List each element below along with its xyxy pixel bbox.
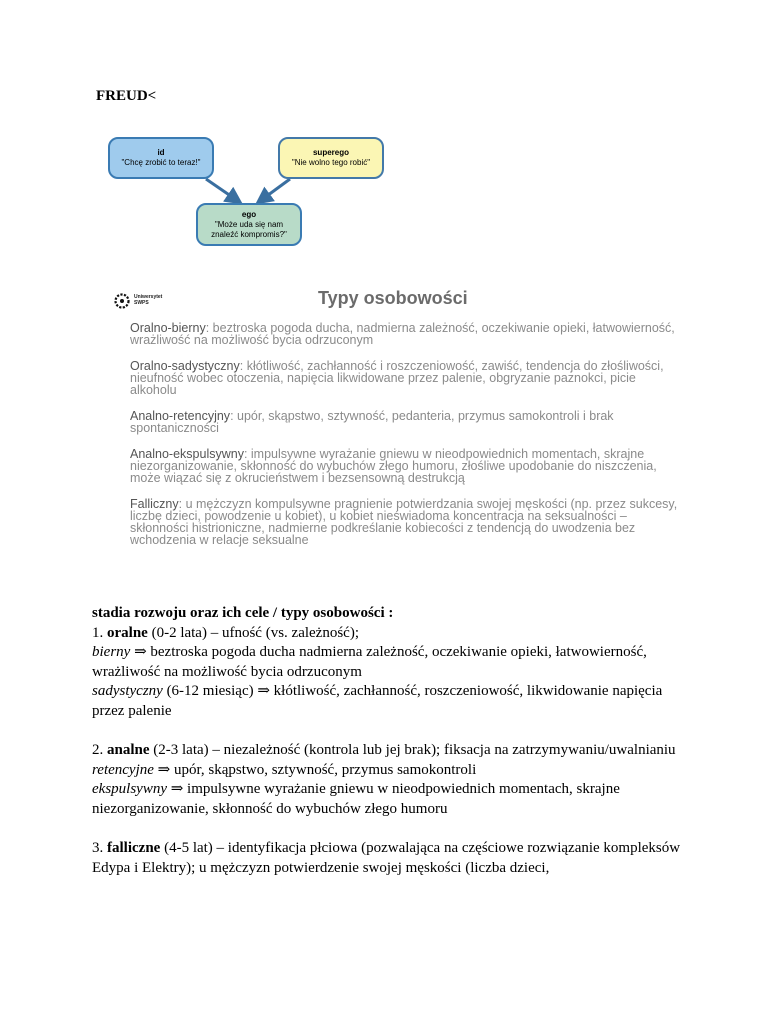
stage-number: 2. <box>92 742 107 759</box>
type-label: bierny <box>92 644 131 661</box>
id-quote: "Chcę zrobić to teraz!" <box>121 158 201 167</box>
stage-description: (2-3 lata) – niezależność (kontrola lub jej brak); fiksacja na zatrzymywaniu/uwalnianiu <box>149 742 676 759</box>
stage-name: analne <box>107 742 150 759</box>
id-title: id <box>157 148 165 157</box>
stage-name: oralne <box>107 624 148 641</box>
slide-title: Typy osobowości <box>318 288 468 308</box>
university-logo-icon <box>114 293 130 309</box>
page-title: FREUD< <box>96 88 157 104</box>
superego-quote: "Nie wolno tego robić" <box>291 158 371 167</box>
type-bierny <box>92 643 682 682</box>
stage-description: (0-2 lata) – ufność (vs. zależność); <box>147 624 359 641</box>
superego-bubble <box>278 137 384 179</box>
type-label: sadystyczny <box>92 683 163 700</box>
slide-text: : u mężczyzn kompulsywne pragnienie potwierdzania swojej męskości (np. przez sukcesy, liczbę dzieci, powodzenie u kobiet), u kobiet nieświadoma koncentracja na seksualności – skłonności histrioniczne, nadmierne podkreślanie kobiecości z tendencją do uwodzenia bez wchodzenia w relacje seksualne <box>130 497 678 547</box>
slide-term: Analno-ekspulsywny <box>130 447 244 461</box>
slide-text: : impulsywne wyrażanie gniewu w nieodpowiednich momentach, skrajne niezorganizowanie, skłonność do wybuchów złego humoru, złośliwe upodobanie do niszczenia, może wiązać się z okrucieństwem i bezsensowną destrukcją <box>130 447 657 485</box>
slide-item-analno-retencyjny <box>130 410 678 434</box>
slide-item-analno-ekspulsywny <box>130 448 678 484</box>
type-text: ⇒ beztroska pogoda ducha nadmierna zależność, oczekiwanie opieki, łatwowierność, wrażliwość na możliwość bycia odrzuconym <box>92 644 647 680</box>
slide-term: Falliczny <box>130 497 179 511</box>
ego-quote-line2: znaleźć kompromis?" <box>211 230 287 239</box>
stage-1 <box>92 624 682 644</box>
type-retencyjne <box>92 761 682 781</box>
logo-line2: SWPS <box>134 299 149 306</box>
logo-line1: Uniwersytet <box>134 294 163 300</box>
slide-item-falliczny <box>130 498 678 546</box>
type-ekspulsywny <box>92 780 682 819</box>
stage-description: (4-5 lat) – identyfikacja płciowa (pozwalająca na częściowe rozwiązanie kompleksów Edypa i Elektry); u mężczyzn potwierdzenie swojej męskości (liczba dzieci, <box>92 840 681 876</box>
slide-item-oralno-sadystyczny <box>130 360 678 396</box>
type-label: retencyjne <box>92 761 154 778</box>
type-label: ekspulsywny <box>92 781 167 798</box>
slide-text: : beztroska pogoda ducha, nadmierna zależność, oczekiwanie opieki, łatwowierność, wrażliwość na możliwość bycia odrzuconym <box>130 321 675 347</box>
slide-body <box>130 322 678 560</box>
arrow-superego-to-ego <box>260 179 290 201</box>
ego-title: ego <box>241 210 257 219</box>
slide-text: : kłótliwość, zachłanność i roszczeniowość, zawiść, tendencja do złośliwości, nieufność wobec otoczenia, napięcia likwidowane przez palenie, obgryzanie paznokci, picie alkoholu <box>130 359 664 397</box>
freud-diagram <box>100 130 400 250</box>
type-text: ⇒ upór, skąpstwo, sztywność, przymus samokontroli <box>153 761 477 778</box>
stage-number: 3. <box>92 840 107 857</box>
ego-bubble <box>196 203 302 246</box>
superego-title: superego <box>312 148 349 157</box>
type-sadystyczny <box>92 682 682 721</box>
stage-number: 1. <box>92 624 107 641</box>
notes-section <box>92 604 682 878</box>
ego-quote-line1: "Może uda się nam <box>214 220 284 229</box>
arrow-id-to-ego <box>206 179 238 201</box>
stage-name: falliczne <box>107 840 161 857</box>
slide-item-oralno-bierny <box>130 322 678 346</box>
slide-text: : upór, skąpstwo, sztywność, pedanteria, przymus samokontroli i brak spontaniczności <box>130 409 614 435</box>
slide-term: Analno-retencyjny <box>130 409 231 423</box>
slide-term: Oralno-bierny <box>130 321 206 335</box>
university-logo-text <box>134 295 162 306</box>
type-text: (6-12 miesiąc) ⇒ kłótliwość, zachłanność, roszczeniowość, likwidowanie napięcia przez palenie <box>92 683 663 719</box>
personality-types-slide <box>110 282 680 582</box>
stage-2 <box>92 741 682 761</box>
type-text: ⇒ impulsywne wyrażanie gniewu w nieodpowiednich momentach, skrajne niezorganizowanie, skłonność do wybuchów złego humoru <box>92 781 620 817</box>
id-bubble <box>108 137 214 179</box>
slide-term: Oralno-sadystyczny <box>130 359 240 373</box>
stage-3 <box>92 839 682 878</box>
notes-heading: stadia rozwoju oraz ich cele / typy osobowości : <box>92 605 394 621</box>
